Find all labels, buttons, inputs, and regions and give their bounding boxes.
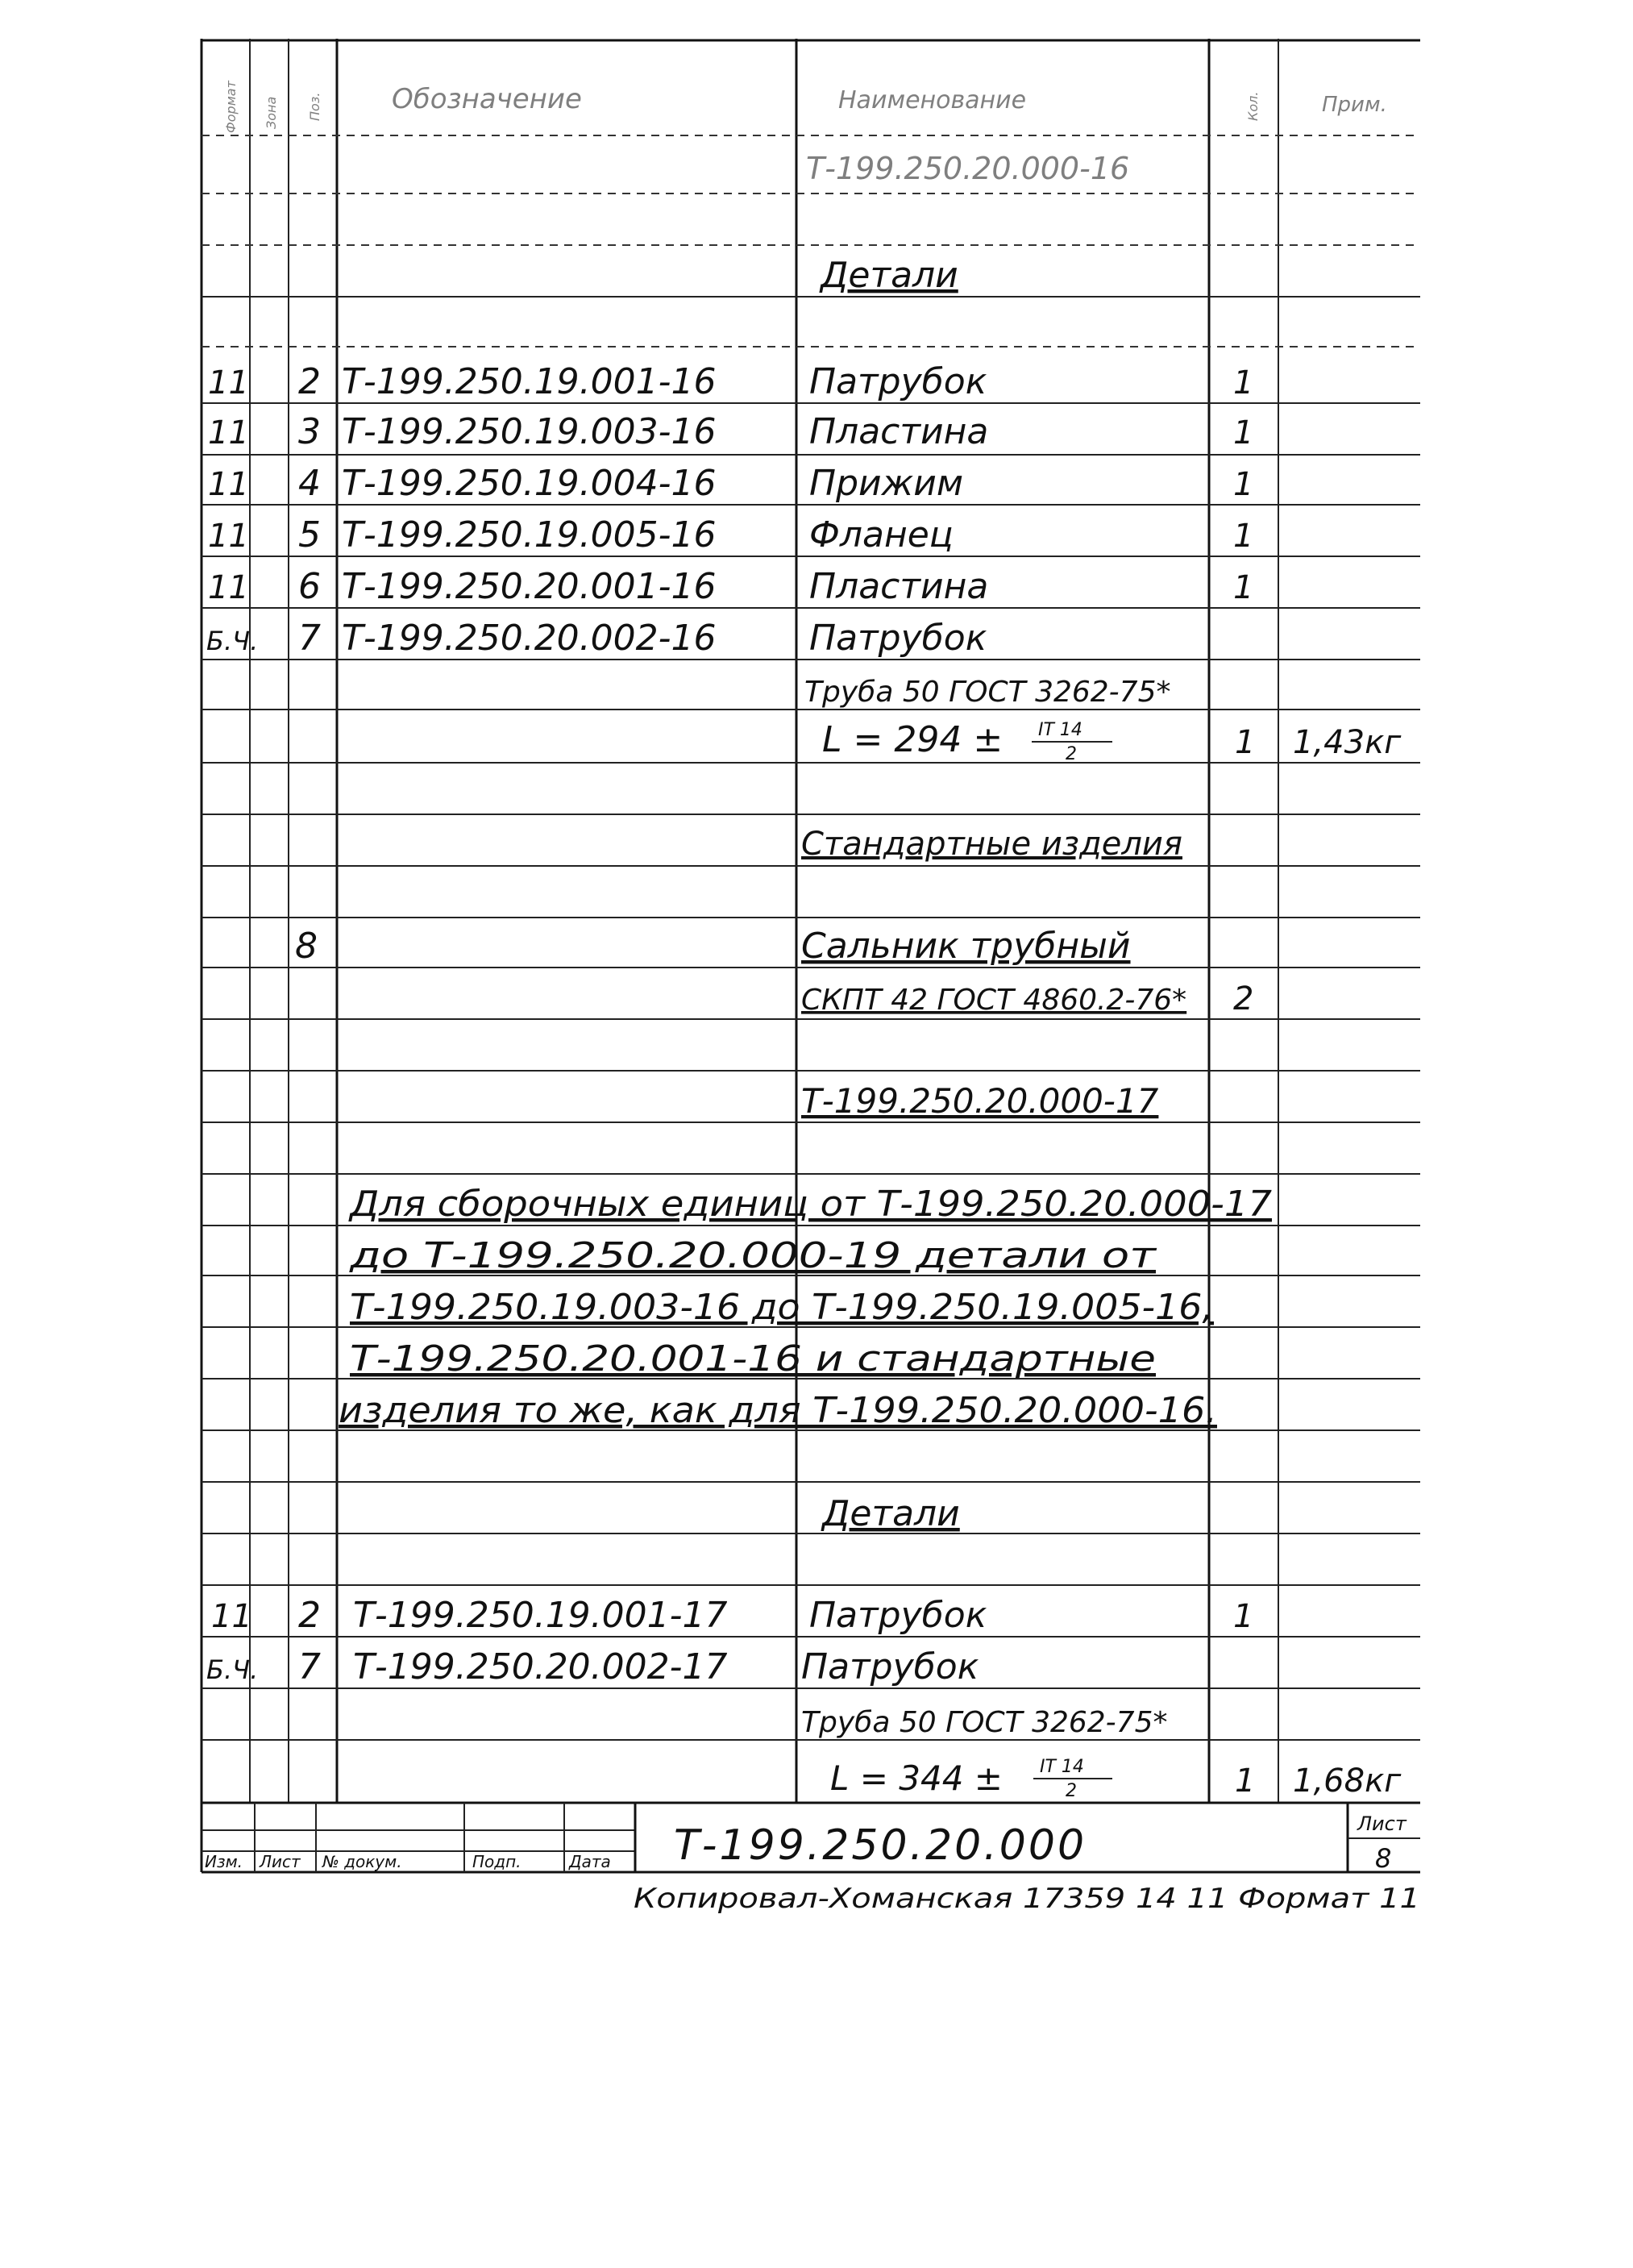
row-designation: Т-199.250.20.002-16 (342, 618, 717, 659)
row-pos: 6 (298, 566, 321, 607)
row-designation: Т-199.250.19.001-17 (353, 1595, 728, 1636)
row-designation: Т-199.250.20.002-17 (353, 1646, 728, 1687)
pipe-mass: 1,68кг (1293, 1762, 1402, 1800)
table-row (208, 463, 1253, 504)
sheet-number: 8 (1375, 1843, 1392, 1874)
row-designation: Т-199.250.20.001-16 (342, 566, 717, 607)
header-zone: Зона (264, 96, 279, 129)
table-row (206, 1646, 979, 1687)
row-pos: 2 (298, 1595, 321, 1636)
pipe-length: L = 294 ± (822, 719, 1003, 760)
header-format: Формат (223, 81, 239, 133)
table-header (223, 80, 1387, 186)
table-row (208, 411, 1253, 452)
row-format: 11 (208, 569, 249, 606)
standard-item-name: Сальник трубный (801, 926, 1131, 967)
col-izm: Изм. (205, 1852, 243, 1871)
row-name: Патрубок (809, 361, 987, 402)
col-list: Лист (260, 1852, 301, 1871)
row-name: Пластина (809, 566, 989, 607)
row-name: Фланец (809, 514, 954, 556)
row-format: 11 (208, 518, 249, 555)
tolerance-numerator: IT 14 (1038, 720, 1082, 740)
row-format: 11 (211, 1598, 252, 1635)
row-format: Б.Ч. (206, 626, 259, 656)
table-row (208, 514, 1253, 556)
section-heading-variant: Т-199.250.20.000-17 (801, 1081, 1159, 1121)
pipe-spec: Труба 50 ГОСТ 3262-75* (801, 1706, 1168, 1739)
row-name: Прижим (809, 463, 964, 504)
row-format: 11 (208, 466, 249, 503)
pipe-spec-1 (804, 676, 1402, 764)
table-row (211, 1595, 1253, 1636)
section-heading-details: Детали (822, 1493, 960, 1534)
row-pos: 3 (298, 411, 321, 452)
standard-item-spec: СКПТ 42 ГОСТ 4860.2-76* (801, 984, 1187, 1017)
row-qty: 1 (1233, 569, 1254, 606)
pipe-qty: 1 (1235, 1762, 1256, 1800)
document-designation: Т-199.250.20.000-16 (806, 151, 1130, 186)
row-qty: 1 (1233, 466, 1254, 503)
item-rows-2 (206, 1595, 1253, 1687)
row-qty: 1 (1233, 1598, 1254, 1635)
row-pos: 5 (298, 514, 321, 556)
col-sign: Подп. (472, 1852, 521, 1871)
pipe-spec: Труба 50 ГОСТ 3262-75* (804, 676, 1171, 709)
title-block (205, 1812, 1407, 1874)
row-designation: Т-199.250.19.005-16 (342, 514, 717, 556)
row-name: Патрубок (801, 1646, 979, 1687)
tolerance-denominator: 2 (1066, 1781, 1077, 1801)
header-pos: Поз. (307, 92, 322, 121)
pipe-length: L = 344 ± (830, 1758, 1003, 1798)
row-qty: 1 (1233, 364, 1254, 402)
standard-item-pos: 8 (295, 926, 318, 967)
footer-copy-note: Копировал-Хоманская 17359 14 11 Формат 11 (634, 1883, 1420, 1915)
pipe-mass: 1,43кг (1293, 724, 1402, 761)
section-heading-details: Детали (821, 255, 958, 296)
drawing-designation: Т-199.250.20.000 (674, 1821, 1087, 1870)
sheet-label: Лист (1357, 1812, 1407, 1835)
note-block (339, 1184, 1272, 1431)
table-row (206, 618, 987, 659)
row-designation: Т-199.250.19.004-16 (342, 463, 717, 504)
row-format: Б.Ч. (206, 1654, 259, 1685)
pipe-spec-2 (801, 1706, 1402, 1801)
item-rows-1 (206, 361, 1253, 659)
header-name: Наименование (838, 86, 1027, 114)
pipe-qty: 1 (1235, 724, 1256, 761)
row-format: 11 (208, 364, 249, 402)
row-name: Патрубок (809, 618, 987, 659)
table-row (208, 361, 1253, 402)
col-date: Дата (569, 1852, 611, 1871)
row-designation: Т-199.250.19.003-16 (342, 411, 717, 452)
col-doc: № докум. (322, 1852, 402, 1871)
row-format: 11 (208, 414, 249, 452)
row-pos: 4 (298, 463, 321, 504)
row-qty: 1 (1233, 414, 1254, 452)
row-name: Пластина (809, 411, 989, 452)
tolerance-numerator: IT 14 (1040, 1757, 1084, 1777)
row-pos: 2 (298, 361, 321, 402)
note-line: изделия то же, как для Т-199.250.20.000-16. (339, 1390, 1217, 1431)
row-pos: 7 (298, 1646, 321, 1687)
standard-item (295, 926, 1253, 1017)
row-pos: 7 (298, 618, 321, 659)
note-line: Т-199.250.20.001-16 и стандартные (350, 1338, 1156, 1380)
row-name: Патрубок (809, 1595, 987, 1636)
note-line: Т-199.250.19.003-16 до Т-199.250.19.005-16, (350, 1287, 1214, 1328)
header-qty: Кол. (1245, 91, 1261, 121)
table-row (208, 566, 1253, 607)
section-heading-standard: Стандартные изделия (801, 826, 1182, 863)
tolerance-denominator: 2 (1066, 744, 1077, 764)
standard-item-qty: 2 (1233, 980, 1254, 1017)
row-qty: 1 (1233, 518, 1254, 555)
header-designation: Обозначение (392, 83, 582, 115)
note-line: до Т-199.250.20.000-19 детали от (348, 1235, 1157, 1276)
note-line: Для сборочных единиц от Т-199.250.20.000-17 (347, 1184, 1273, 1225)
header-note: Прим. (1322, 93, 1387, 117)
row-designation: Т-199.250.19.001-16 (342, 361, 717, 402)
